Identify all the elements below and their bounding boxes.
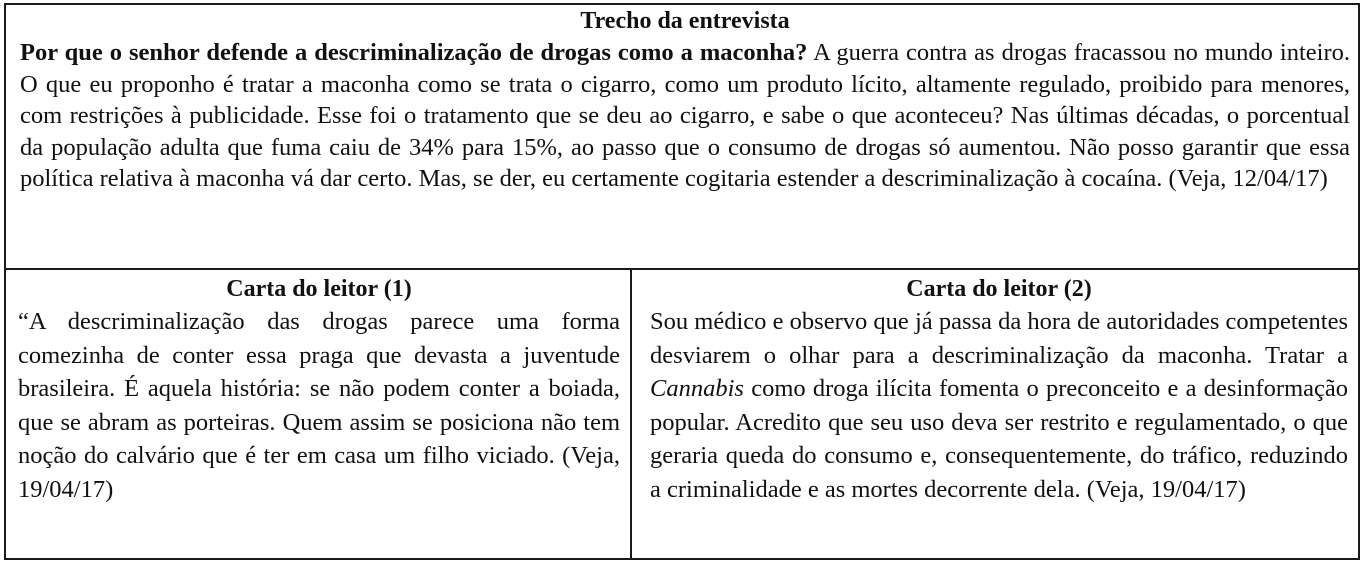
interview-question: Por que o senhor defende a descriminalização de drogas como a maconha? [20,39,808,66]
letter-1 [6,270,632,558]
letter-1-text: “A descriminalização das drogas parece uma forma comezinha de conter essa praga que devasta a juventude brasileira. É aquela história: se não podem conter a boiada, que se abram as porteiras. Quem assim se posiciona não tem noção do calvário que é ter em casa um filho viciado. (Veja, 19/04/17) [18,308,620,503]
letters-section [6,270,1358,558]
interview-title: Trecho da entrevista [580,8,790,34]
letter-2-text [650,305,1348,506]
letter-2-text-after: como droga ilícita fomenta o preconceito e a desinformação popular. Acredito que seu uso deva ser restrito e regulamentado, o que geraria queda do consumo e, consequentemente, do tráfico, reduzindo a criminalidade e as mortes decorrente dela. (Veja, 19/04/17) [650,375,1348,503]
letter-1-title: Carta do leitor (1) [226,276,412,302]
letter-2-text-italic: Cannabis [650,375,744,402]
letter-2 [632,270,1358,558]
interview-paragraph [20,37,1350,195]
interview-section [6,5,1358,270]
interview-answer: A guerra contra as drogas fracassou no mundo inteiro. O que eu proponho é tratar a maconha como se trata o cigarro, como um produto lícito, altamente regulado, proibido para menores, com restrições à publicidade. Esse foi o tratamento que se deu ao cigarro, e sabe o que aconteceu? Nas últimas décadas, o porcentual da população adulta que fuma caiu de 34% para 15%, ao passo que o consumo de drogas só aumentou. Não posso garantir que essa política relativa à maconha vá dar certo. Mas, se der, eu certamente cogitaria estender a descriminalização à cocaína. (Veja, 12/04/17) [20,39,1350,192]
document-table [4,3,1360,560]
letter-2-title: Carta do leitor (2) [906,276,1092,302]
letter-2-text-before: Sou médico e observo que já passa da hora de autoridades competentes desviarem o olhar para a descriminalização da maconha. Tratar a [650,308,1348,369]
